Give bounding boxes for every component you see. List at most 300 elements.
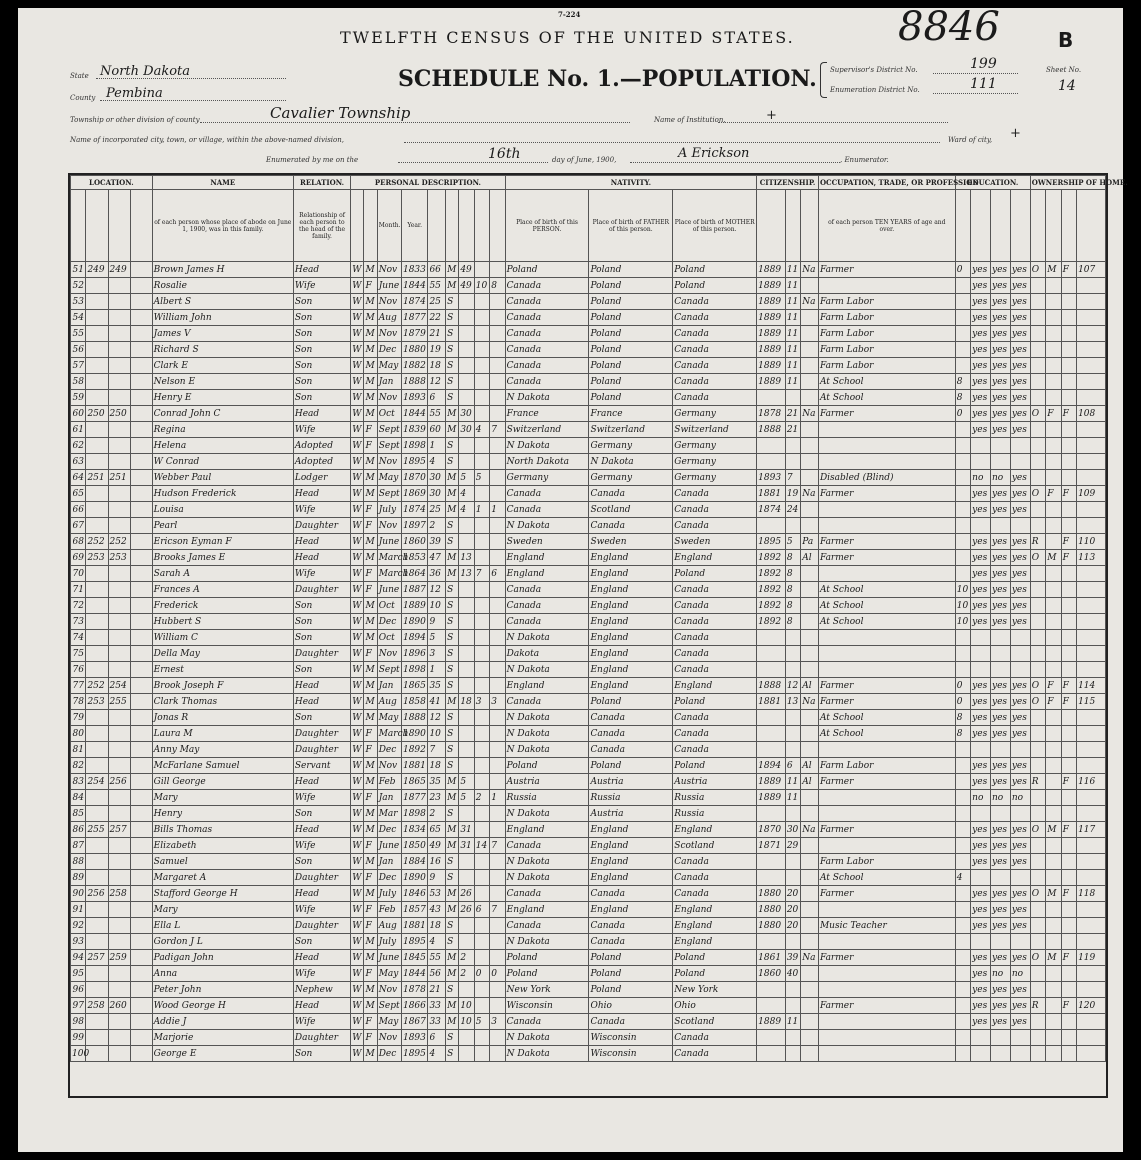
cell-age: 18: [428, 358, 446, 374]
cell-blank: [130, 678, 152, 694]
cell-year: 1894: [401, 630, 427, 646]
cell-age: 21: [428, 326, 446, 342]
cell-own: [1030, 918, 1045, 934]
cell-year: 1892: [401, 742, 427, 758]
cell-ch: [490, 358, 505, 374]
cell-fs: [1077, 662, 1106, 678]
cell-age: 60: [428, 422, 446, 438]
cell-rel: Son: [293, 390, 350, 406]
cell-name: Marjorie: [152, 1030, 293, 1046]
cell-rel: Son: [293, 614, 350, 630]
cell-race: W: [351, 854, 364, 870]
cell-nat: Al: [801, 678, 819, 694]
cell-fam: 251: [108, 470, 130, 486]
cell-own: [1030, 934, 1045, 950]
cell-bf: N Dakota: [589, 454, 673, 470]
cell-line: 52: [71, 278, 86, 294]
cell-bf: Canada: [589, 726, 673, 742]
cell-rd: [971, 870, 991, 886]
cell-sex: M: [364, 390, 377, 406]
cell-wr: yes: [991, 678, 1011, 694]
cell-fam: [108, 486, 130, 502]
cell-bm: England: [673, 902, 757, 918]
cell-bp: N Dakota: [505, 806, 589, 822]
cell-en: [1010, 518, 1030, 534]
cell-rel: Daughter: [293, 726, 350, 742]
cell-line: 75: [71, 646, 86, 662]
cell-year: 1890: [401, 870, 427, 886]
cell-mort: [1046, 374, 1061, 390]
cell-fs: 110: [1077, 534, 1106, 550]
cell-rd: no: [971, 470, 991, 486]
cell-us: 8: [785, 550, 800, 566]
cell-own: O: [1030, 550, 1045, 566]
cell-fs: [1077, 374, 1106, 390]
institution-value: +: [766, 108, 777, 123]
cell-fs: [1077, 630, 1106, 646]
cell-fs: [1077, 614, 1106, 630]
cell-us: 8: [785, 614, 800, 630]
cell-line: 79: [71, 710, 86, 726]
cell-sch: 10: [955, 598, 970, 614]
table-row: [71, 838, 1106, 854]
cell-race: W: [351, 790, 364, 806]
cell-race: W: [351, 758, 364, 774]
cell-mort: [1046, 1046, 1061, 1062]
cell-imm: [757, 854, 786, 870]
cell-year: 1866: [401, 998, 427, 1014]
cell-blank: [130, 694, 152, 710]
cell-name: Henry: [152, 806, 293, 822]
year-header: Year.: [401, 190, 427, 262]
cell-own: O: [1030, 406, 1045, 422]
cell-fam: [108, 358, 130, 374]
cell-own: O: [1030, 486, 1045, 502]
cell-mort: [1046, 646, 1061, 662]
cell-en: no: [1010, 790, 1030, 806]
cell-bm: Canada: [673, 486, 757, 502]
cell-bp: Canada: [505, 582, 589, 598]
cell-month: Oct: [377, 406, 401, 422]
cell-rd: yes: [971, 950, 991, 966]
cell-name: Anny May: [152, 742, 293, 758]
cell-ch: [490, 630, 505, 646]
cell-blank: [130, 854, 152, 870]
cell-name: Jonas R: [152, 710, 293, 726]
cell-en: yes: [1010, 326, 1030, 342]
cell-name: Webber Paul: [152, 470, 293, 486]
cell-year: 1881: [401, 758, 427, 774]
cell-dwell: [86, 646, 108, 662]
cell-age: 22: [428, 310, 446, 326]
cell-age: 3: [428, 646, 446, 662]
cell-fam: 254: [108, 678, 130, 694]
cell-name: Hudson Frederick: [152, 486, 293, 502]
cell-en: yes: [1010, 886, 1030, 902]
ward-value: +: [1010, 126, 1021, 141]
cell-fam: [108, 582, 130, 598]
table-row: [71, 918, 1106, 934]
cell-own: [1030, 326, 1045, 342]
cell-rd: yes: [971, 854, 991, 870]
cell-imm: [757, 630, 786, 646]
cell-en: yes: [1010, 262, 1030, 278]
cell-bm: Canada: [673, 358, 757, 374]
cell-rd: [971, 646, 991, 662]
cell-line: 97: [71, 998, 86, 1014]
cell-bm: England: [673, 934, 757, 950]
cell-mort: F: [1046, 406, 1061, 422]
cell-age: 53: [428, 886, 446, 902]
cell-dwell: 255: [86, 822, 108, 838]
cell-name: Peter John: [152, 982, 293, 998]
cell-imm: 1880: [757, 886, 786, 902]
cell-farm: [1061, 934, 1076, 950]
cell-month: May: [377, 470, 401, 486]
cell-race: W: [351, 726, 364, 742]
table-row: [71, 998, 1106, 1014]
cell-yrs: [459, 662, 474, 678]
cell-sch: [955, 854, 970, 870]
cell-name: Rosalie: [152, 278, 293, 294]
cell-mar: M: [446, 774, 459, 790]
cell-imm: 1870: [757, 822, 786, 838]
cell-race: W: [351, 294, 364, 310]
cell-sex: M: [364, 662, 377, 678]
cell-wr: yes: [991, 342, 1011, 358]
cell-bm: Canada: [673, 310, 757, 326]
cell-rd: [971, 806, 991, 822]
census-sheet: [18, 4, 1128, 1152]
cell-mar: S: [446, 726, 459, 742]
cell-yrs: [459, 534, 474, 550]
cell-rd: yes: [971, 326, 991, 342]
cell-farm: [1061, 646, 1076, 662]
cell-rel: Son: [293, 326, 350, 342]
cell-bp: N Dakota: [505, 934, 589, 950]
cell-imm: 1860: [757, 966, 786, 982]
cell-ch: [490, 326, 505, 342]
cell-bm: Canada: [673, 870, 757, 886]
cell-race: W: [351, 630, 364, 646]
cell-yrs: 26: [459, 886, 474, 902]
cell-yrs: [459, 646, 474, 662]
cell-farm: F: [1061, 998, 1076, 1014]
cell-own: [1030, 438, 1045, 454]
cell-sex: M: [364, 854, 377, 870]
cell-nat: Na: [801, 950, 819, 966]
cell-occ: [818, 934, 955, 950]
cell-farm: F: [1061, 406, 1076, 422]
cell-month: Oct: [377, 630, 401, 646]
cell-year: 1896: [401, 646, 427, 662]
cell-farm: [1061, 758, 1076, 774]
cell-en: [1010, 934, 1030, 950]
cell-rd: [971, 518, 991, 534]
cell-mo: [474, 550, 489, 566]
cell-us: 20: [785, 886, 800, 902]
cell-month: May: [377, 358, 401, 374]
cell-nat: [801, 630, 819, 646]
table-row: [71, 310, 1106, 326]
birth-person-header: Place of birth of this PERSON.: [505, 190, 589, 262]
cell-rd: [971, 630, 991, 646]
cell-yrs: 4: [459, 486, 474, 502]
cell-imm: 1892: [757, 566, 786, 582]
cell-own: [1030, 566, 1045, 582]
cell-rel: Son: [293, 662, 350, 678]
cell-en: yes: [1010, 854, 1030, 870]
enumerated-middle: day of June, 1900,: [552, 156, 617, 164]
cell-bp: N Dakota: [505, 518, 589, 534]
cell-own: [1030, 806, 1045, 822]
cell-sch: [955, 438, 970, 454]
cell-bf: Canada: [589, 934, 673, 950]
cell-rel: Nephew: [293, 982, 350, 998]
cell-race: W: [351, 390, 364, 406]
cell-bf: France: [589, 406, 673, 422]
cell-mort: [1046, 614, 1061, 630]
cell-ch: [490, 310, 505, 326]
cell-us: [785, 710, 800, 726]
cell-occ: [818, 454, 955, 470]
cell-name: Bills Thomas: [152, 822, 293, 838]
cell-dwell: [86, 342, 108, 358]
cell-rd: yes: [971, 358, 991, 374]
cell-bm: Poland: [673, 262, 757, 278]
cell-blank: [130, 598, 152, 614]
cell-en: yes: [1010, 342, 1030, 358]
cell-rel: Son: [293, 310, 350, 326]
cell-nat: [801, 886, 819, 902]
cell-sex: M: [364, 342, 377, 358]
cell-race: W: [351, 438, 364, 454]
cell-bp: N Dakota: [505, 870, 589, 886]
cell-bm: England: [673, 822, 757, 838]
cell-imm: 1888: [757, 422, 786, 438]
cell-rel: Wife: [293, 502, 350, 518]
cell-rd: yes: [971, 886, 991, 902]
cell-year: 1887: [401, 582, 427, 598]
cell-occ: Farmer: [818, 950, 955, 966]
cell-occ: [818, 982, 955, 998]
cell-rd: yes: [971, 406, 991, 422]
cell-month: Nov: [377, 758, 401, 774]
cell-dwell: [86, 934, 108, 950]
cell-en: yes: [1010, 678, 1030, 694]
cell-occ: [818, 790, 955, 806]
cell-blank: [130, 790, 152, 806]
cell-occ: [818, 1046, 955, 1062]
cell-ch: [490, 1046, 505, 1062]
cell-fs: [1077, 342, 1106, 358]
cell-yrs: [459, 614, 474, 630]
cell-dwell: [86, 1046, 108, 1062]
cell-ch: [490, 582, 505, 598]
cell-ch: [490, 726, 505, 742]
cell-sex: F: [364, 278, 377, 294]
supervisor-label: Supervisor's District No.: [830, 66, 918, 74]
cell-name: Albert S: [152, 294, 293, 310]
cell-race: W: [351, 966, 364, 982]
cell-own: [1030, 1046, 1045, 1062]
cell-line: 71: [71, 582, 86, 598]
cell-name: Samuel: [152, 854, 293, 870]
cell-fam: 252: [108, 534, 130, 550]
cell-blank: [130, 374, 152, 390]
cell-mo: [474, 742, 489, 758]
cell-en: yes: [1010, 534, 1030, 550]
cell-occ: Farm Labor: [818, 294, 955, 310]
cell-wr: [991, 806, 1011, 822]
cell-age: 2: [428, 806, 446, 822]
cell-month: Jan: [377, 854, 401, 870]
cell-month: June: [377, 838, 401, 854]
cell-line: 98: [71, 1014, 86, 1030]
cell-yrs: 31: [459, 822, 474, 838]
cell-imm: [757, 518, 786, 534]
cell-wr: yes: [991, 486, 1011, 502]
cell-occ: At School: [818, 582, 955, 598]
cell-bf: England: [589, 614, 673, 630]
cell-own: [1030, 294, 1045, 310]
cell-month: Sept: [377, 662, 401, 678]
cell-sch: 8: [955, 726, 970, 742]
cell-race: W: [351, 934, 364, 950]
cell-yrs: [459, 1046, 474, 1062]
cell-en: no: [1010, 966, 1030, 982]
cell-rel: Head: [293, 998, 350, 1014]
cell-age: 7: [428, 742, 446, 758]
table-row: [71, 806, 1106, 822]
cell-rd: [971, 662, 991, 678]
enumeration-label: Enumeration District No.: [830, 86, 920, 94]
cell-month: Jan: [377, 790, 401, 806]
cell-dwell: [86, 1030, 108, 1046]
header-nativity: NATIVITY.: [505, 176, 757, 190]
cell-dwell: [86, 390, 108, 406]
cell-fs: 119: [1077, 950, 1106, 966]
cell-farm: [1061, 902, 1076, 918]
cell-wr: yes: [991, 918, 1011, 934]
cell-en: yes: [1010, 374, 1030, 390]
cell-name: Frederick: [152, 598, 293, 614]
cell-rel: Daughter: [293, 742, 350, 758]
cell-imm: 1861: [757, 950, 786, 966]
enumeration-value: 111: [970, 76, 997, 92]
cell-dwell: [86, 614, 108, 630]
cell-rd: yes: [971, 262, 991, 278]
cell-name: Sarah A: [152, 566, 293, 582]
cell-year: 1844: [401, 278, 427, 294]
cell-occ: [818, 1030, 955, 1046]
cell-sch: [955, 1046, 970, 1062]
cell-fs: [1077, 966, 1106, 982]
supervisor-value: 199: [970, 56, 997, 72]
cell-bf: England: [589, 550, 673, 566]
cell-own: [1030, 854, 1045, 870]
cell-nat: [801, 870, 819, 886]
cell-own: [1030, 598, 1045, 614]
cell-year: 1895: [401, 1046, 427, 1062]
cell-sch: [955, 918, 970, 934]
cell-ch: [490, 518, 505, 534]
cell-mort: M: [1046, 822, 1061, 838]
cell-bf: Canada: [589, 486, 673, 502]
cell-own: [1030, 454, 1045, 470]
cell-dwell: [86, 486, 108, 502]
cell-age: 65: [428, 822, 446, 838]
cell-mort: [1046, 726, 1061, 742]
cell-fs: [1077, 294, 1106, 310]
cell-age: 30: [428, 486, 446, 502]
cell-rel: Son: [293, 358, 350, 374]
cell-yrs: [459, 726, 474, 742]
cell-ch: [490, 454, 505, 470]
cell-yrs: [459, 710, 474, 726]
cell-en: yes: [1010, 390, 1030, 406]
cell-fam: 259: [108, 950, 130, 966]
cell-month: Mar: [377, 806, 401, 822]
cell-month: Sept: [377, 422, 401, 438]
cell-month: Dec: [377, 614, 401, 630]
cell-dwell: 252: [86, 534, 108, 550]
cell-occ: Farmer: [818, 486, 955, 502]
form-number: 7-224: [558, 10, 581, 19]
cell-imm: [757, 1046, 786, 1062]
cell-sch: 0: [955, 694, 970, 710]
cell-bf: Poland: [589, 950, 673, 966]
cell-bf: Canada: [589, 742, 673, 758]
cell-blank: [130, 486, 152, 502]
cell-year: 1869: [401, 486, 427, 502]
header-education: EDUCATION.: [955, 176, 1030, 190]
cell-fs: 115: [1077, 694, 1106, 710]
cell-age: 16: [428, 854, 446, 870]
table-row: [71, 982, 1106, 998]
cell-nat: Pa: [801, 534, 819, 550]
cell-mar: M: [446, 278, 459, 294]
cell-wr: [991, 646, 1011, 662]
cell-blank: [130, 310, 152, 326]
cell-wr: [991, 454, 1011, 470]
cell-rd: yes: [971, 566, 991, 582]
cell-farm: [1061, 374, 1076, 390]
cell-dwell: 258: [86, 998, 108, 1014]
cell-age: 30: [428, 470, 446, 486]
cell-age: 4: [428, 934, 446, 950]
cell-en: yes: [1010, 598, 1030, 614]
cell-own: [1030, 790, 1045, 806]
cell-race: W: [351, 326, 364, 342]
cell-fs: 116: [1077, 774, 1106, 790]
cell-fs: 120: [1077, 998, 1106, 1014]
cell-month: May: [377, 966, 401, 982]
cell-blank: [130, 758, 152, 774]
cell-imm: 1892: [757, 550, 786, 566]
cell-rel: Son: [293, 854, 350, 870]
cell-own: [1030, 278, 1045, 294]
cell-bp: Poland: [505, 950, 589, 966]
cell-imm: 1889: [757, 790, 786, 806]
cell-yrs: 2: [459, 950, 474, 966]
cell-fam: [108, 742, 130, 758]
cell-own: [1030, 342, 1045, 358]
cell-mort: [1046, 502, 1061, 518]
cell-fam: [108, 870, 130, 886]
cell-dwell: 252: [86, 678, 108, 694]
cell-farm: [1061, 1046, 1076, 1062]
